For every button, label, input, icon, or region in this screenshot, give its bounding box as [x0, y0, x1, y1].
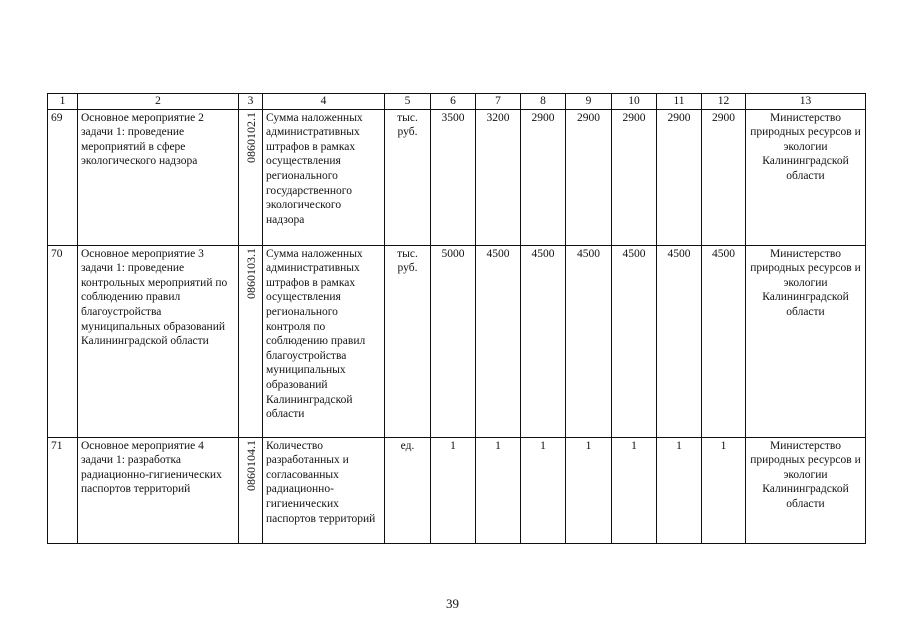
value-cell: 4500 [476, 245, 521, 437]
measure-cell: Основное мероприятие 3 задачи 1: проведение контрольных мероприятий по соблюдению правил благоустройства муниципальных образований Калининградской области [78, 245, 239, 437]
code-text: 0860104.1 [243, 439, 258, 491]
table-header-row [48, 94, 866, 110]
value-cell: 1 [431, 437, 476, 543]
column-header: 6 [431, 94, 476, 110]
value-cell: 1 [476, 437, 521, 543]
value-cell: 2900 [521, 109, 566, 245]
measure-cell: Основное мероприятие 2 задачи 1: проведение мероприятий в сфере экологического надзора [78, 109, 239, 245]
value-cell: 3200 [476, 109, 521, 245]
value-cell: 1 [657, 437, 702, 543]
value-cell: 4500 [521, 245, 566, 437]
column-header: 3 [239, 94, 263, 110]
column-header: 8 [521, 94, 566, 110]
value-cell: 2900 [566, 109, 612, 245]
value-cell: 3500 [431, 109, 476, 245]
code-text: 0860103.1 [243, 247, 258, 299]
indicators-table [47, 93, 866, 544]
table-row [48, 245, 866, 437]
column-header: 13 [746, 94, 866, 110]
value-cell: 5000 [431, 245, 476, 437]
measure-cell: Основное мероприятие 4 задачи 1: разработка радиационно-гигиенических паспортов территорий [78, 437, 239, 543]
executor-cell: Министерство природных ресурсов и экологии Калининградской области [746, 437, 866, 543]
code-cell [239, 245, 263, 437]
executor-cell: Министерство природных ресурсов и экологии Калининградской области [746, 109, 866, 245]
page-number: 39 [446, 596, 459, 611]
value-cell: 4500 [612, 245, 657, 437]
column-header: 2 [78, 94, 239, 110]
value-cell: 4500 [566, 245, 612, 437]
table-row [48, 109, 866, 245]
unit-cell: тыс. руб. [385, 109, 431, 245]
unit-cell: тыс. руб. [385, 245, 431, 437]
column-header: 4 [263, 94, 385, 110]
column-header: 11 [657, 94, 702, 110]
value-cell: 2900 [657, 109, 702, 245]
unit-cell: ед. [385, 437, 431, 543]
row-number: 71 [48, 437, 78, 543]
indicator-cell: Количество разработанных и согласованных радиационно-гигиенических паспортов территорий [263, 437, 385, 543]
value-cell: 2900 [612, 109, 657, 245]
value-cell: 4500 [657, 245, 702, 437]
code-cell [239, 109, 263, 245]
value-cell: 2900 [702, 109, 746, 245]
value-cell: 1 [521, 437, 566, 543]
column-header: 5 [385, 94, 431, 110]
indicator-cell: Сумма наложенных административных штрафов в рамках осуществления регионального контроля по соблюдению правил благоустройства муниципальных образований Калининградской области [263, 245, 385, 437]
column-header: 10 [612, 94, 657, 110]
row-number: 70 [48, 245, 78, 437]
value-cell: 1 [702, 437, 746, 543]
executor-cell: Министерство природных ресурсов и экологии Калининградской области [746, 245, 866, 437]
value-cell: 1 [612, 437, 657, 543]
row-number: 69 [48, 109, 78, 245]
column-header: 7 [476, 94, 521, 110]
indicator-cell: Сумма наложенных административных штрафов в рамках осуществления регионального государственного экологического надзора [263, 109, 385, 245]
column-header: 1 [48, 94, 78, 110]
column-header: 12 [702, 94, 746, 110]
column-header: 9 [566, 94, 612, 110]
value-cell: 4500 [702, 245, 746, 437]
code-text: 0860102.1 [243, 111, 258, 163]
table-row [48, 437, 866, 543]
value-cell: 1 [566, 437, 612, 543]
code-cell [239, 437, 263, 543]
